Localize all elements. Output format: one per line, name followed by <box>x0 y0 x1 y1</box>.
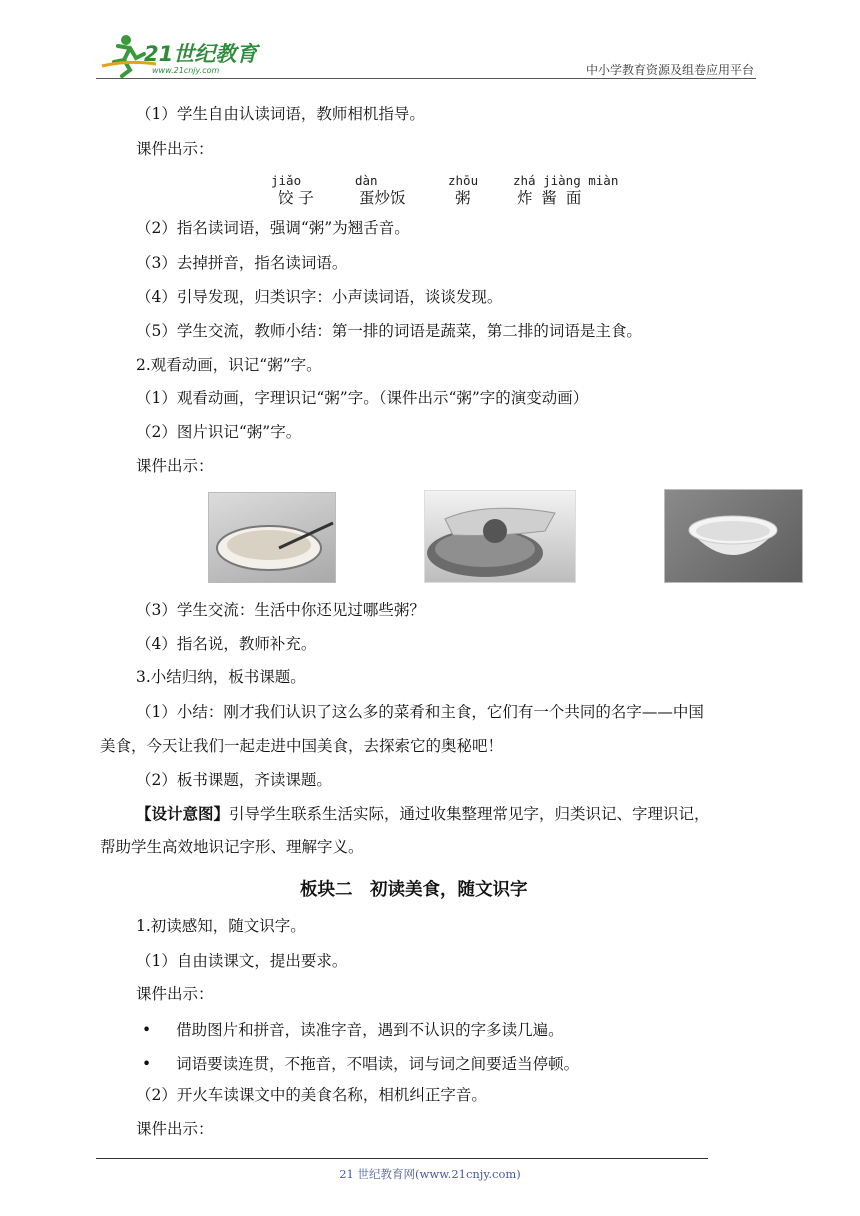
para-1: （1）学生自由认读词语，教师相机指导。 <box>136 105 425 123</box>
design-intent-tag: 【设计意图】 <box>136 804 230 823</box>
bullet-item-2 <box>142 1052 579 1074</box>
para-15: 美食，今天让我们一起走进中国美食，去探索它的奥秘吧！ <box>100 737 504 755</box>
para-5: （4）引导发现，归类识字：小声读词语，谈谈发现。 <box>136 288 503 306</box>
logo-text: 21世纪教育 <box>144 42 258 66</box>
pinyin-2: dàn <box>355 173 378 188</box>
porridge-photo-2 <box>424 490 576 583</box>
para-16: （2）板书课题，齐读课题。 <box>136 771 332 789</box>
pinyin-1: jiǎo <box>271 173 302 188</box>
design-intent-line-2: 帮助学生高效地识记字形、理解字义。 <box>100 838 364 856</box>
footer-divider <box>96 1158 708 1159</box>
hanzi-1: 饺 子 <box>278 189 314 207</box>
para-7: 2.观看动画，识记“粥”字。 <box>136 356 322 374</box>
header-tagline: 中小学教育资源及组卷应用平台 <box>585 63 754 77</box>
pinyin-4: zhá jiàng miàn <box>513 173 619 188</box>
para-11: （3）学生交流：生活中你还见过哪些粥？ <box>136 601 425 619</box>
white-bowl-image <box>665 490 802 582</box>
hanzi-2: 蛋炒饭 <box>359 189 406 207</box>
para-3: （2）指名读词语，强调“粥”为翘舌音。 <box>136 219 410 237</box>
header-divider <box>96 78 756 79</box>
para-4: （3）去掉拼音，指名读词语。 <box>136 254 348 272</box>
bullet-dot-icon: • <box>142 1021 152 1039</box>
para-13: 3.小结归纳，板书课题。 <box>136 668 306 686</box>
para-2: 课件出示： <box>136 140 214 158</box>
porridge-photo-3 <box>664 489 803 583</box>
bullet-dot-icon: • <box>142 1055 152 1073</box>
hanzi-4: 炸 酱 面 <box>517 189 584 207</box>
bullet-text-1: 借助图片和拼音，读准字音，遇到不认识的字多读几遍。 <box>176 1021 564 1039</box>
footer-text[interactable]: 21 世纪教育网(www.21cnjy.com) <box>339 1167 521 1181</box>
porridge-bowl-image <box>209 493 335 582</box>
hanzi-3: 粥 <box>455 189 471 207</box>
bullet-item-1 <box>142 1018 564 1040</box>
logo-url: www.21cnjy.com <box>152 66 220 75</box>
design-intent-line-1 <box>136 804 710 824</box>
para-14: （1）小结：刚才我们认识了这么多的菜肴和主食，它们有一个共同的名字——中国 <box>136 703 704 721</box>
section-title: 板块二 初读美食，随文识字 <box>300 880 528 900</box>
site-logo <box>96 32 266 78</box>
para-17: 1.初读感知，随文识字。 <box>136 917 306 935</box>
para-9: （2）图片识记“粥”字。 <box>136 423 302 441</box>
para-6: （5）学生交流，教师小结：第一排的词语是蔬菜，第二排的词语是主食。 <box>136 322 642 340</box>
para-10: 课件出示： <box>136 457 214 475</box>
porridge-photo-1 <box>208 492 336 583</box>
para-8: （1）观看动画，字理识记“粥”字。（课件出示“粥”字的演变动画） <box>136 389 589 407</box>
para-18: （1）自由读课文，提出要求。 <box>136 952 348 970</box>
design-intent-text-1: 引导学生联系生活实际，通过收集整理常见字，归类识记、字理识记， <box>229 805 710 823</box>
para-21: 课件出示： <box>136 1120 214 1138</box>
pinyin-3: zhōu <box>448 173 479 188</box>
para-20: （2）开火车读课文中的美食名称，相机纠正字音。 <box>136 1086 487 1104</box>
para-12: （4）指名说，教师补充。 <box>136 635 317 653</box>
para-19: 课件出示： <box>136 985 214 1003</box>
bean-porridge-image <box>425 491 575 582</box>
bullet-text-2: 词语要读连贯，不拖音，不唱读，词与词之间要适当停顿。 <box>176 1055 580 1073</box>
